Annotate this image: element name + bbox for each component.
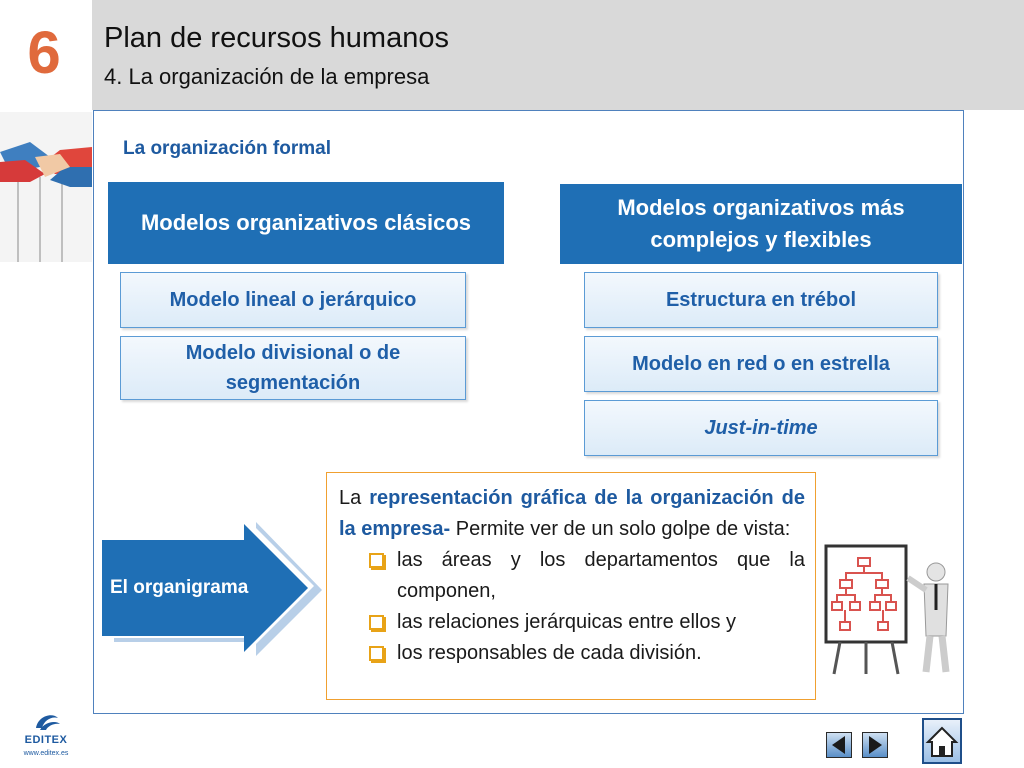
chapter-number: 6: [27, 19, 61, 86]
organigrama-label: El organigrama: [110, 577, 249, 598]
organigrama-intro: [339, 483, 805, 545]
list-item: [367, 607, 805, 638]
red-estrella-label: Modelo en red o en estrella: [632, 353, 890, 375]
just-in-time-label: Just-in-time: [704, 417, 818, 439]
prev-arrow-icon: [827, 733, 851, 757]
trebol-label: Estructura en trébol: [665, 289, 857, 311]
editex-logo: [14, 708, 78, 763]
logo-name: EDITEX: [24, 734, 68, 746]
next-arrow-icon: [863, 733, 887, 757]
list-item: [367, 545, 805, 607]
organigrama-description: [326, 472, 816, 700]
home-button[interactable]: [922, 718, 962, 764]
bullet-text: los responsables de cada división.: [397, 642, 702, 664]
complex-models-header: [560, 184, 962, 264]
checkbox-bullet-icon: [369, 646, 384, 661]
prev-button[interactable]: [826, 732, 852, 758]
red-estrella-box[interactable]: [584, 336, 938, 392]
model-lineal-box[interactable]: [120, 272, 466, 328]
next-button[interactable]: [862, 732, 888, 758]
trebol-box[interactable]: [584, 272, 938, 328]
model-divisional-box[interactable]: [120, 336, 466, 400]
classic-models-header: [108, 182, 504, 264]
page-title: Plan de recursos humanos: [104, 22, 449, 54]
checkbox-bullet-icon: [369, 615, 384, 630]
header-bar: [92, 0, 1024, 110]
intro-suffix: Permite ver de un solo golpe de vista:: [455, 518, 791, 540]
home-icon: [924, 720, 960, 762]
editex-logo-mark: [14, 708, 78, 734]
list-item: [367, 638, 805, 669]
model-lineal-label: Modelo lineal o jerárquico: [169, 289, 417, 311]
section-label: La organización formal: [123, 138, 331, 159]
classic-models-header-text: Modelos organizativos clásicos: [140, 210, 472, 235]
checkbox-bullet-icon: [369, 553, 384, 568]
complex-models-header-text: Modelos organizativos más complejos y flexibles: [617, 195, 905, 252]
chapter-badge: [0, 0, 92, 110]
just-in-time-box[interactable]: [584, 400, 938, 456]
handshake-image: [0, 112, 92, 262]
logo-url: www.editex.es: [23, 750, 69, 757]
intro-highlight: representación gráfica de la organización de la empresa-: [339, 487, 805, 540]
presenter-orgchart-icon: [820, 540, 960, 680]
bullet-text: las áreas y los departamentos que la componen,: [397, 549, 805, 602]
bullet-text: las relaciones jerárquicas entre ellos y: [397, 611, 737, 633]
model-divisional-label: Modelo divisional o de segmentación: [185, 342, 401, 394]
intro-prefix: La: [339, 487, 362, 509]
page-subtitle: 4. La organización de la empresa: [104, 64, 430, 89]
organigrama-bullets: [367, 545, 805, 669]
